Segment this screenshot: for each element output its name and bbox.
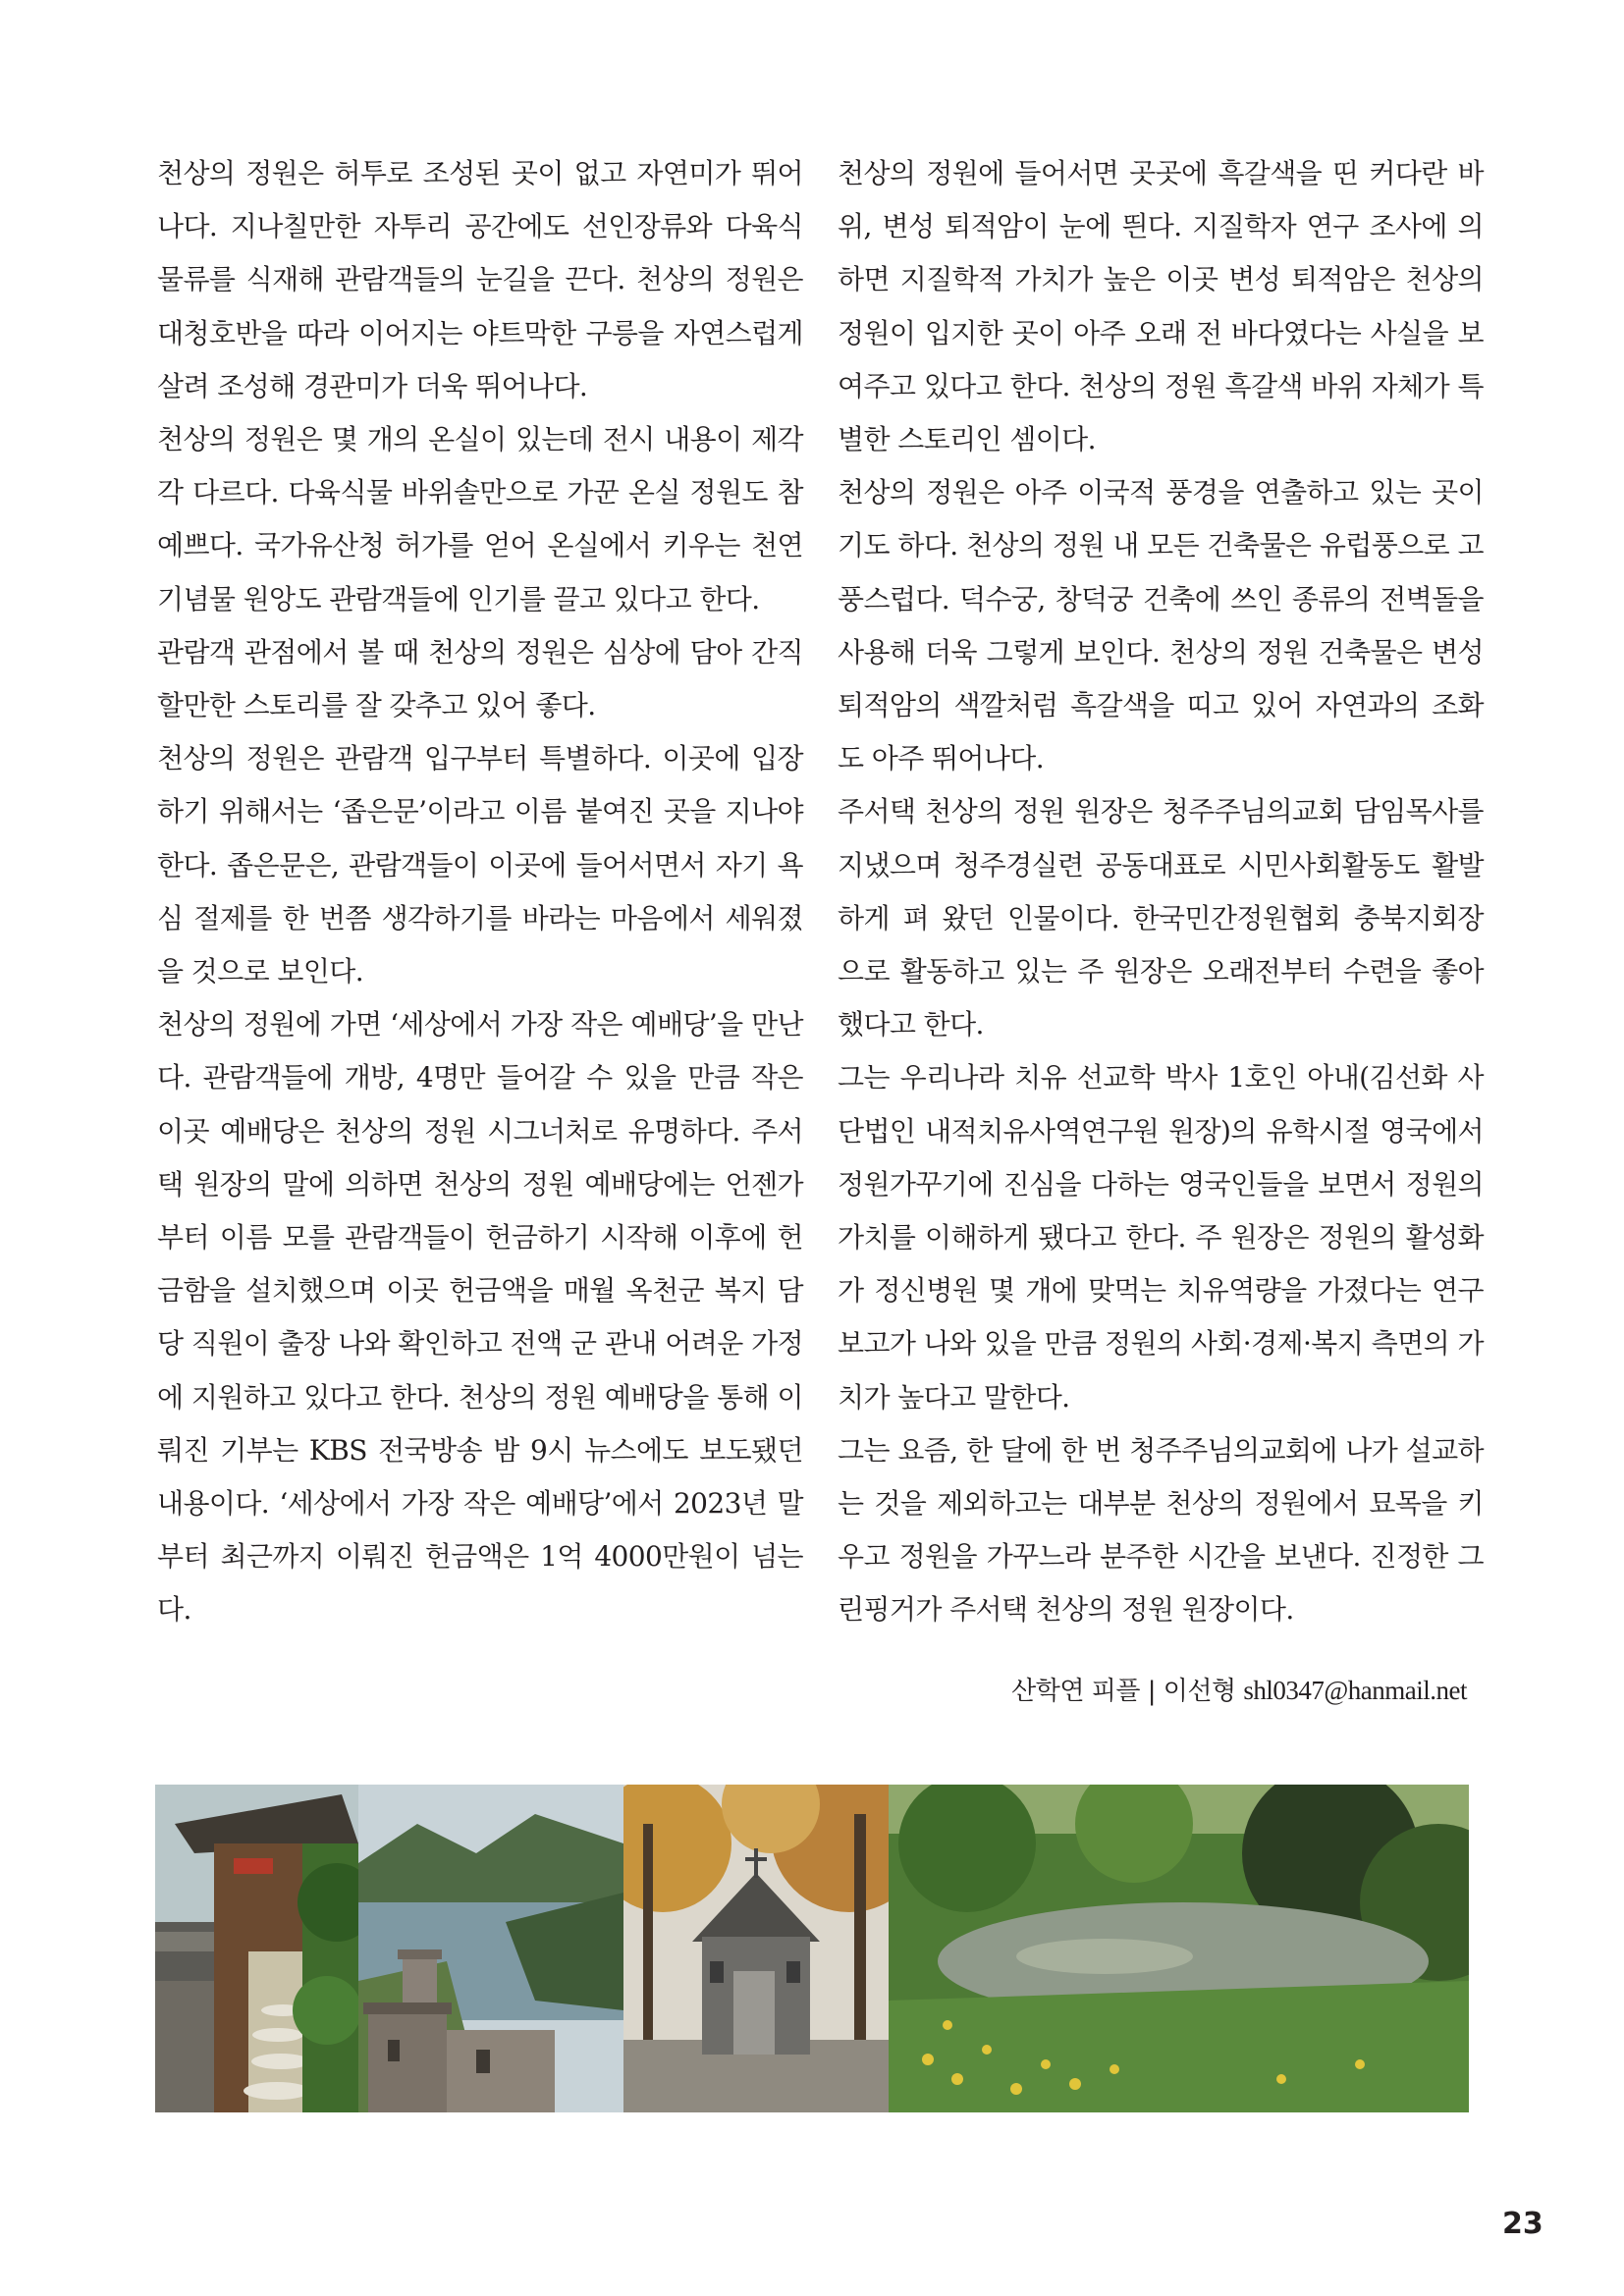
photo-garden-gate-image (155, 1785, 358, 2112)
photo-small-chapel-image (623, 1785, 889, 2112)
photo-lake-tower (358, 1785, 623, 2112)
author-byline (1011, 1671, 1467, 1707)
paragraph: 그는 요즘, 한 달에 한 번 청주주님의교회에 나가 설교하는 것을 제외하고는 대부분 천상의 정원에서 묘목을 키우고 정원을 가꾸느라 분주한 시간을 보낸다. 진정한 그린핑거가 주서택 천상의 정원 원장이다. (838, 1433, 1484, 1627)
photo-iris-pond-image (889, 1785, 1469, 2112)
paragraph: 천상의 정원에 들어서면 곳곳에 흑갈색을 띤 커다란 바위, 변성 퇴적암이 눈에 띈다. 지질학자 연구 조사에 의하면 지질학적 가치가 높은 이곳 변성 퇴적암은 천상의 정원이 입지한 곳이 아주 오래 전 바다였다는 사실을 보여주고 있다고 한다. 천상의 정원 흑갈색 바위 자체가 특별한 스토리인 셈이다. (838, 157, 1484, 456)
photo-iris-pond (889, 1785, 1469, 2112)
paragraph: 천상의 정원은 허투로 조성된 곳이 없고 자연미가 뛰어나다. 지나칠만한 자투리 공간에도 선인장류와 다육식물류를 식재해 관람객들의 눈길을 끈다. 천상의 정원은 대청호반을 따라 이어지는 야트막한 구릉을 자연스럽게 살려 조성해 경관미가 더욱 뛰어나다. (157, 157, 803, 402)
paragraph: 관람객 관점에서 볼 때 천상의 정원은 심상에 담아 간직할만한 스토리를 잘 갖추고 있어 좋다. (157, 635, 803, 722)
article-column-right (838, 147, 1484, 1637)
page-number: 23 (1502, 2207, 1543, 2241)
paragraph: 주서택 천상의 정원 원장은 청주주님의교회 담임목사를 지냈으며 청주경실련 공동대표로 시민사회활동도 활발하게 펴 왔던 인물이다. 한국민간정원협회 충북지회장으로 활동하고 있는 주 원장은 오래전부터 수련을 좋아했다고 한다. (838, 795, 1484, 1041)
paragraph: 천상의 정원은 아주 이국적 풍경을 연출하고 있는 곳이기도 하다. 천상의 정원 내 모든 건축물은 유럽풍으로 고풍스럽다. 덕수궁, 창덕궁 건축에 쓰인 종류의 전벽돌을 사용해 더욱 그렇게 보인다. 천상의 정원 건축물은 변성 퇴적암의 색깔처럼 흑갈색을 띠고 있어 자연과의 조화도 아주 뛰어나다. (838, 476, 1484, 775)
byline-author: 산학연 피플 | 이선형 (1011, 1677, 1236, 1706)
photo-lake-tower-image (358, 1785, 623, 2112)
byline-email: shl0347@hanmail.net (1243, 1676, 1467, 1705)
paragraph: 천상의 정원은 관람객 입구부터 특별하다. 이곳에 입장하기 위해서는 ‘좁은문’이라고 이름 붙여진 곳을 지나야 한다. 좁은문은, 관람객들이 이곳에 들어서면서 자기 욕심 절제를 한 번쯤 생각하기를 바라는 마음에서 세워졌을 것으로 보인다. (157, 742, 803, 988)
photo-garden-gate (155, 1785, 358, 2112)
photo-small-chapel (623, 1785, 889, 2112)
article-column-left (157, 147, 803, 1637)
photo-strip (155, 1785, 1469, 2112)
paragraph: 그는 우리나라 치유 선교학 박사 1호인 아내(김선화 사단법인 내적치유사역연구원 원장)의 유학시절 영국에서 정원가꾸기에 진심을 다하는 영국인들을 보면서 정원의 가치를 이해하게 됐다고 한다. 주 원장은 정원의 활성화가 정신병원 몇 개에 맞먹는 치유역량을 가졌다는 연구보고가 나와 있을 만큼 정원의 사회·경제·복지 측면의 가치가 높다고 말한다. (838, 1061, 1484, 1414)
paragraph: 천상의 정원은 몇 개의 온실이 있는데 전시 내용이 제각각 다르다. 다육식물 바위솔만으로 가꾼 온실 정원도 참 예쁘다. 국가유산청 허가를 얻어 온실에서 키우는 천연기념물 원앙도 관람객들에 인기를 끌고 있다고 한다. (157, 423, 803, 615)
paragraph: 천상의 정원에 가면 ‘세상에서 가장 작은 예배당’을 만난다. 관람객들에 개방, 4명만 들어갈 수 있을 만큼 작은 이곳 예배당은 천상의 정원 시그너처로 유명하다. 주서택 원장의 말에 의하면 천상의 정원 예배당에는 언젠가부터 이름 모를 관람객들이 헌금하기 시작해 이후에 헌금함을 설치했으며 이곳 헌금액을 매월 옥천군 복지 담당 직원이 출장 나와 확인하고 전액 군 관내 어려운 가정에 지원하고 있다고 한다. 천상의 정원 예배당을 통해 이뤄진 기부는 KBS 전국방송 밤 9시 뉴스에도 보도됐던 내용이다. ‘세상에서 가장 작은 예배당’에서 2023년 말부터 최근까지 이뤄진 헌금액은 1억 4000만원이 넘는다. (157, 1008, 803, 1627)
